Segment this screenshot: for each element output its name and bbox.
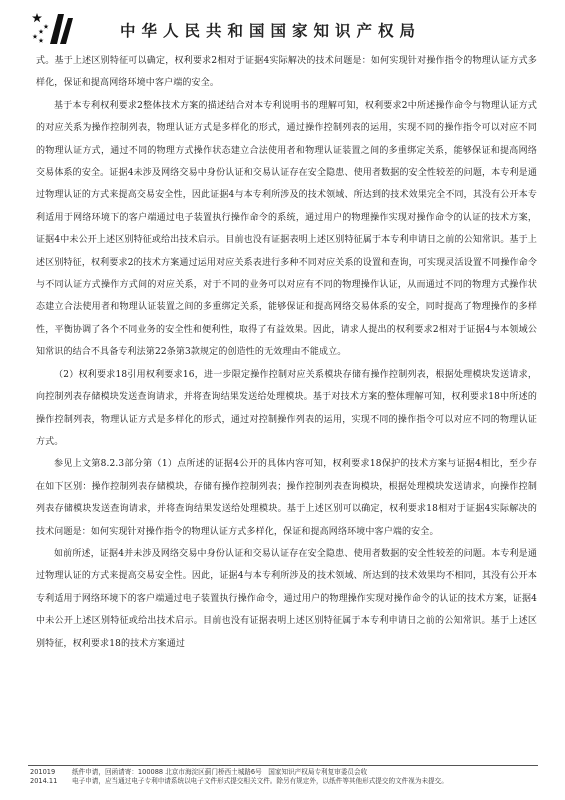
page-title: 中华人民共和国国家知识产权局 [120, 22, 422, 40]
footer-divider [28, 765, 538, 766]
page-header [0, 0, 565, 50]
form-code: 201019 [30, 768, 56, 776]
footer-mail-notice: 纸件申请，回函请寄：100088 北京市海淀区蓟门桥西土城路6号 国家知识产权局专利复审委员会收 [72, 768, 368, 776]
page-footer [30, 768, 540, 786]
paragraph: 基于本专利权利要求2整体技术方案的描述结合对本专利说明书的理解可知，权利要求2中所述操作命令与物理认证方式的对应关系为操作控制列表，物理认证方式是多样化的形式，通过操作控制列表的运用，实现不同的操作指令可以对应不同的物理认证方式，通过不同的物理方式操作状态建立合法使用者和物理认证装置之间的多重绑定关系，能够保证和提高网络交易体系的安全。证据4未涉及网络交易中身份认证和交易认证存在安全隐患、使用者数据的安全性较差的问题，本专利是通过物理认证的方式来提高交易安全性，因此证据4与本专利所涉及的技术领域、所达到的技术效果完全不同，其没有公开本专利适用于网络环境下的客户端通过电子装置执行操作命令的系统，通过用户的物理操作实现对操作命令的认证的技术方案，证据4中未公开上述区别特征或给出技术启示。目前也没有证据表明上述区别特征属于本专利申请日之前的公知常识。基于上述区别特征，权利要求2的技术方案通过运用对应关系表进行多种不同对应关系的设置和查询，可实现灵活设置不同操作命令与不同认证方式操作方式间的对应关系，对于不同的业务可以对应有不同的物理操作认证，从而通过不同的物理方式操作状态建立合法使用者和物理认证装置之间的多重绑定关系，能够保证和提高网络交易体系的安全，同时提高了物理操作的多样性，平衡协调了各个不同业务的安全性和便利性，取得了有益效果。因此，请求人提出的权利要求2相对于证据4与本领域公知常识的结合不具备专利法第22条第3款规定的创造性的无效理由不能成立。 [36, 100, 537, 358]
document-body [36, 50, 537, 655]
paragraph: （2）权利要求18引用权利要求16，进一步限定操作控制对应关系模块存储有操作控制列表，根据处理模块发送请求，向控制列表存储模块发送查询请求，并将查询结果发送给处理模块。基于对技术方案的整体理解可知，权利要求18中所述的操作控制列表，物理认证方式是多样化的形式，通过对控制操作列表的运用，实现不同的操作指令可以对应不同的物理认证方式。 [36, 369, 537, 447]
form-date: 2014.11 [30, 777, 58, 785]
footer-electronic-notice: 电子申请，应当通过电子专利申请系统以电子文件形式提交相关文件。除另有规定外，以纸件等其他形式提交的文件视为未提交。 [72, 777, 448, 785]
paragraph: 参见上文第8.2.3部分第（1）点所述的证据4公开的具体内容可知，权利要求18保护的技术方案与证据4相比，至少存在如下区别：操作控制列表存储模块，存储有操作控制列表；操作控制列表查询模块，根据处理模块发送请求，向操作控制列表存储模块发送查询请求，并将查询结果发送给处理模块。基于上述区别可以确定，权利要求18相对于证据4实际解决的技术问题是：如何实现针对操作指令的物理认证方式多样化，保证和提高网络环境中客户端的安全。 [36, 459, 537, 537]
sipo-emblem-icon [28, 10, 76, 46]
paragraph: 如前所述，证据4并未涉及网络交易中身份认证和交易认证存在安全隐患、使用者数据的安全性较差的问题。本专利是通过物理认证的方式来提高交易安全性。因此，证据4与本专利所涉及的技术领域、所达到的技术效果均不相同，其没有公开本专利适用于网络环境下的客户端通过电子装置执行操作命令，通过用户的物理操作实现对操作命令的认证的技术方案，证据4中未公开上述区别特征或给出技术启示。目前也没有证据表明上述区别特征属于本专利申请日之前的公知常识。基于上述区别特征，权利要求18的技术方案通过 [36, 548, 537, 649]
paragraph: 式。基于上述区别特征可以确定，权利要求2相对于证据4实际解决的技术问题是：如何实现针对操作指令的物理认证方式多样化，保证和提高网络环境中客户端的安全。 [36, 56, 537, 89]
